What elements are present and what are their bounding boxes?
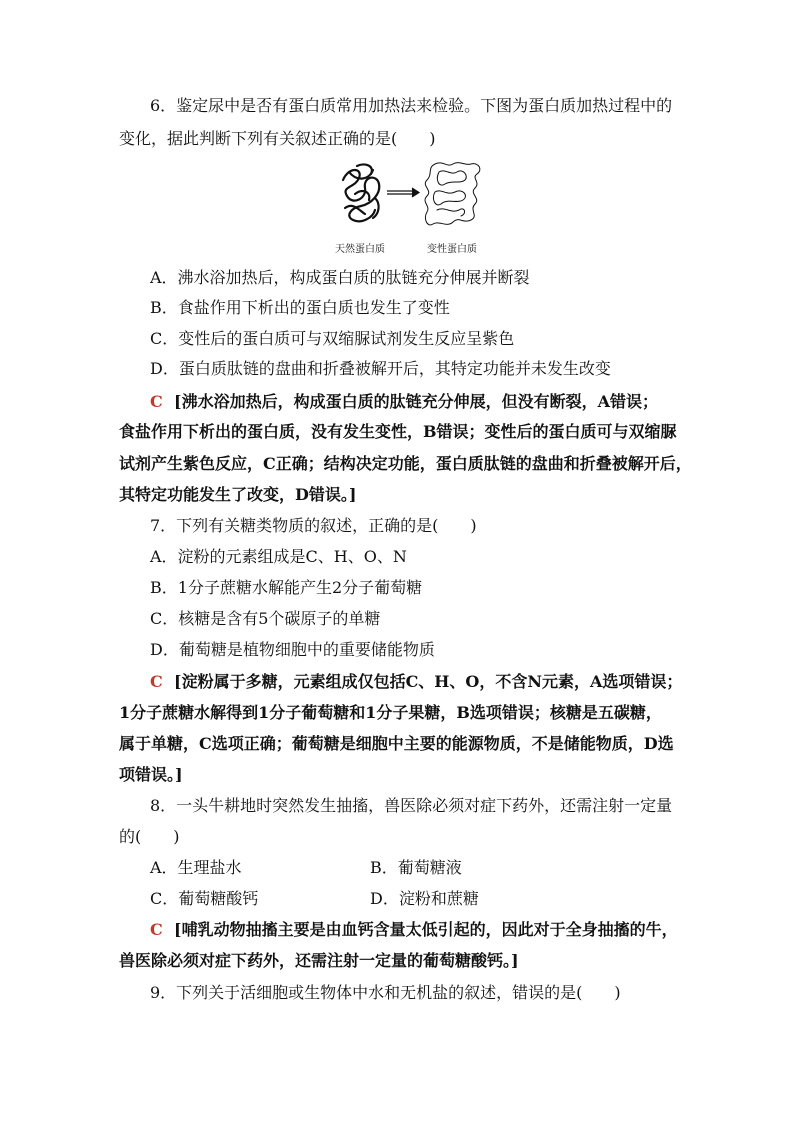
q7-option-d: D．葡萄糖是植物细胞中的重要储能物质 [150, 640, 435, 659]
q6-option-a: A．沸水浴加热后，构成蛋白质的肽链充分伸展并断裂 [150, 268, 530, 287]
q7-explanation-line2: 1分子蔗糖水解得到1分子葡萄糖和1分子果糖，B选项错误；核糖是五碳糖， [119, 703, 662, 722]
q8-stem-line2: 的( ) [119, 827, 180, 846]
q8-option-d: D．淀粉和蔗糖 [370, 889, 479, 908]
q8-option-a: A．生理盐水 [150, 858, 242, 877]
q7-explanation-line1: [淀粉属于多糖，元素组成仅包括C、H、O，不含N元素，A选项错误； [174, 672, 683, 691]
protein-denaturation-figure [335, 158, 485, 263]
q8-explanation-line2: 兽医除必须对症下药外，还需注射一定量的葡萄糖酸钙。] [119, 951, 519, 970]
protein-diagram [335, 158, 485, 238]
q7-option-c: C．核糖是含有5个碳原子的单糖 [150, 609, 381, 628]
q6-stem-line2: 变化，据此判断下列有关叙述正确的是( ) [119, 129, 436, 148]
denatured-protein-shape [425, 163, 480, 225]
q7-option-a: A．淀粉的元素组成是C、H、O、N [150, 547, 407, 566]
q8-option-b: B．葡萄糖液 [370, 858, 462, 877]
q8-stem-line1: 8．一头牛耕地时突然发生抽搐，兽医除必须对症下药外，还需注射一定量 [150, 796, 673, 815]
q6-option-b: B．食盐作用下析出的蛋白质也发生了变性 [150, 298, 450, 317]
q6-option-c: C．变性后的蛋白质可与双缩脲试剂发生反应呈紫色 [150, 329, 515, 348]
q6-explanation-line2: 食盐作用下析出的蛋白质，没有发生变性，B错误；变性后的蛋白质可与双缩脲 [119, 422, 677, 441]
native-protein-shape [343, 164, 379, 221]
denatured-protein-caption: 变性蛋白质 [427, 244, 477, 255]
q7-answer-line1 [150, 672, 682, 692]
q8-answer-letter: C [150, 920, 163, 939]
arrow-icon [387, 188, 419, 197]
q7-explanation-line3: 属于单糖，C选项正确；葡萄糖是细胞中主要的能源物质，不是储能物质，D选 [119, 734, 674, 753]
q8-option-c: C．葡萄糖酸钙 [150, 889, 259, 908]
native-protein-caption: 天然蛋白质 [335, 244, 385, 255]
q6-answer-line1 [150, 392, 658, 412]
q6-stem-line1: 6．鉴定尿中是否有蛋白质常用加热法来检验。下图为蛋白质加热过程中的 [150, 96, 673, 115]
q7-stem: 7．下列有关糖类物质的叙述，正确的是( ) [150, 516, 477, 535]
q8-answer-line1 [150, 920, 678, 940]
q9-stem: 9．下列关于活细胞或生物体中水和无机盐的叙述，错误的是( ) [150, 983, 621, 1002]
q6-option-d: D．蛋白质肽链的盘曲和折叠被解开后，其特定功能并未发生改变 [150, 359, 611, 378]
q7-answer-letter: C [150, 672, 163, 691]
q6-answer-letter: C [150, 392, 163, 411]
q6-explanation-line4: 其特定功能发生了改变，D错误。] [119, 485, 357, 504]
q6-explanation-line3: 试剂产生紫色反应，C正确；结构决定功能，蛋白质肽链的盘曲和折叠被解开后， [119, 454, 692, 473]
q7-explanation-line4: 项错误。] [119, 765, 183, 784]
q8-explanation-line1: [哺乳动物抽搐主要是由血钙含量太低引起的，因此对于全身抽搐的牛， [174, 920, 678, 939]
q7-option-b: B．1分子蔗糖水解能产生2分子葡萄糖 [150, 578, 423, 597]
q6-explanation-line1: [沸水浴加热后，构成蛋白质的肽链充分伸展，但没有断裂，A错误； [174, 392, 658, 411]
